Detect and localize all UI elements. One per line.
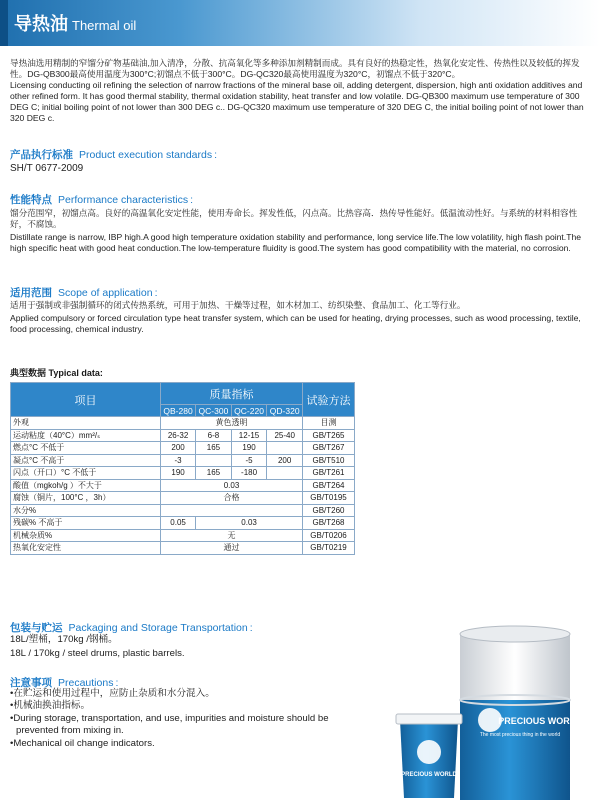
standards-value: SH/T 0677-2009	[10, 163, 84, 174]
packaging-body	[10, 634, 185, 660]
table-cell-item: 运动粘度（40°C）mm²/ₛ	[11, 429, 161, 442]
table-row	[11, 504, 355, 517]
intro-section	[10, 58, 590, 124]
table-cell-method: GB/T510	[303, 454, 355, 467]
table-cell-value: 12-15	[231, 429, 267, 442]
table-cell-item: 水分%	[11, 504, 161, 517]
packaging-heading-cn: 包装与贮运	[10, 622, 63, 634]
table-head-quality: 质量指标	[161, 383, 303, 405]
table-cell-value	[267, 442, 303, 455]
standards-heading-en: Product execution standards	[79, 149, 213, 161]
table-cell-method: GB/T265	[303, 429, 355, 442]
table-cell-value: 200	[267, 454, 303, 467]
performance-en: Distillate range is narrow, IBP high.A good high temperature oxidation stability and performance, long service life.The low volatility, high flash point.The high specific heat with good heat conduction.The low-temperature fluidity is good.The system has good compatibility with the material, no corrosion.	[10, 232, 581, 253]
scope-cn: 适用于强制或非强制循环的闭式传热系统，可用于加热、干燥等过程，如木材加工、纺织染整、食品加工、化工等行业。	[10, 300, 466, 310]
table-head-item: 项目	[11, 383, 161, 417]
precautions-body	[10, 688, 329, 750]
standards-heading	[10, 147, 217, 162]
header-accent-bar	[0, 0, 8, 46]
table-cell-value: 190	[231, 442, 267, 455]
plastic-pail	[396, 714, 462, 798]
table-cell-method: GB/T264	[303, 479, 355, 492]
pail-brand-text: PRECIOUS WORLD	[401, 772, 457, 778]
table-cell-item: 凝点°C 不高于	[11, 454, 161, 467]
drum-brand-text: PRECIOUS WORLD	[498, 716, 582, 726]
table-cell-item: 残碳% 不高于	[11, 517, 161, 530]
precaution-line: •During storage, transportation, and use, impurities and moisture should be	[10, 712, 329, 724]
table-row	[11, 492, 355, 505]
table-head-method: 试验方法	[303, 383, 355, 417]
table-head-grade: QD-320	[267, 405, 303, 417]
table-cell-value: 0.03	[161, 479, 303, 492]
table-cell-value	[267, 467, 303, 480]
table-cell-value: 0.03	[196, 517, 303, 530]
table-cell-value: 6-8	[196, 429, 232, 442]
table-cell-value	[196, 454, 232, 467]
performance-heading	[10, 192, 193, 207]
table-cell-value: 190	[161, 467, 196, 480]
page-title-en: Thermal oil	[72, 18, 137, 33]
table-cell-method: GB/T0206	[303, 529, 355, 542]
table-cell-item: 闪点（开口）°C 不低于	[11, 467, 161, 480]
table-row	[11, 417, 355, 430]
table-cell-method: GB/T268	[303, 517, 355, 530]
table-row	[11, 542, 355, 555]
table-row	[11, 429, 355, 442]
precautions-heading-colon: :	[115, 677, 119, 689]
table-cell-value: 25-40	[267, 429, 303, 442]
table-row	[11, 479, 355, 492]
performance-heading-colon: :	[190, 194, 194, 206]
standards-heading-colon: :	[214, 149, 218, 161]
scope-heading-cn: 适用范围	[10, 287, 52, 299]
drum-slogan-text: The most precious thing in the world	[479, 732, 561, 738]
scope-heading-en: Scope of application	[58, 287, 153, 299]
precaution-line: prevented from mixing in.	[16, 725, 124, 737]
precaution-line: •在贮运和使用过程中，应防止杂质和水分混入。	[10, 688, 215, 699]
table-cell-method: GB/T260	[303, 504, 355, 517]
packaging-en: 18L / 170kg / steel drums, plastic barrels.	[10, 648, 185, 659]
packaging-heading-colon: :	[249, 622, 253, 634]
page-title	[14, 10, 136, 36]
typical-data-body	[11, 417, 355, 555]
table-head-grade: QB-280	[161, 405, 196, 417]
table-head-grade: QC-300	[196, 405, 232, 417]
table-cell-method: GB/T0195	[303, 492, 355, 505]
table-row	[11, 454, 355, 467]
table-cell-value: -5	[231, 454, 267, 467]
precautions-heading-cn: 注意事项	[10, 677, 52, 689]
table-cell-item: 外观	[11, 417, 161, 430]
table-row	[11, 517, 355, 530]
table-cell-method: GB/T261	[303, 467, 355, 480]
table-cell-value: 黄色透明	[161, 417, 303, 430]
precaution-line: •Mechanical oil change indicators.	[10, 737, 155, 749]
table-cell-item: 机械杂质%	[11, 529, 161, 542]
table-cell-method: GB/T0219	[303, 542, 355, 555]
table-cell-value: 200	[161, 442, 196, 455]
scope-body	[10, 300, 590, 335]
page-title-cn: 导热油	[14, 14, 68, 34]
standards-heading-cn: 产品执行标准	[10, 149, 73, 161]
barrels-illustration	[390, 620, 600, 800]
scope-heading-colon: :	[154, 287, 158, 299]
packaging-heading	[10, 620, 253, 635]
packaging-heading-en: Packaging and Storage Transportation	[68, 622, 248, 634]
performance-heading-cn: 性能特点	[10, 194, 52, 206]
table-row	[11, 442, 355, 455]
table-row	[11, 529, 355, 542]
performance-body	[10, 208, 590, 254]
table-cell-value: 无	[161, 529, 303, 542]
table-cell-value: 0.05	[161, 517, 196, 530]
table-head-grade: QC-220	[231, 405, 267, 417]
table-cell-item: 腐蚀（铜片，100°C ，3h）	[11, 492, 161, 505]
table-cell-item: 热氧化安定性	[11, 542, 161, 555]
table-cell-value: 165	[196, 467, 232, 480]
table-cell-value: 通过	[161, 542, 303, 555]
scope-heading	[10, 285, 158, 300]
table-cell-value: -180	[231, 467, 267, 480]
steel-drum	[460, 626, 582, 800]
table-cell-method: GB/T267	[303, 442, 355, 455]
precaution-line: •机械油换油指标。	[10, 700, 91, 712]
table-cell-method: 目测	[303, 417, 355, 430]
table-cell-item: 燃点°C 不低于	[11, 442, 161, 455]
typical-data-title: 典型数据 Typical data:	[10, 368, 103, 378]
table-cell-item: 酸值（mgkoh/g ）不大于	[11, 479, 161, 492]
table-cell-value: 165	[196, 442, 232, 455]
precautions-heading-en: Precautions	[58, 677, 114, 689]
table-cell-value: 26-32	[161, 429, 196, 442]
performance-heading-en: Performance characteristics	[58, 194, 189, 206]
scope-en: Applied compulsory or forced circulation type heat transfer system, which can be used for heating, drying processes, such as wood processing, textile, food processing, chemical industry.	[10, 313, 581, 334]
table-row	[11, 467, 355, 480]
table-cell-value: 合格	[161, 492, 303, 505]
table-cell-value	[161, 504, 303, 517]
intro-en: Licensing conducting oil refining the selection of narrow fractions of the mineral base oil, adding detergent, dispersion, high anti oxidation additives and other refined form. It has good thermal stability, thermal oxidation stability, heat transfer and low volatile. DG-QB300 maximum use temperature of 300 DEG C; initial boiling point of not lower than 300 DEG c.. DG-QC320 maximum use temperature of 320 DEG C, the initial boiling point of not lower than 320 DEG c.	[10, 80, 584, 123]
typical-data-table	[10, 382, 355, 555]
performance-cn: 馏分范围窄，初馏点高。良好的高温氧化安定性能，使用寿命长。挥发性低，闪点高。比热容高．热传导性能好。低温流动性好。与系统的材料相容性好，不腐蚀。	[10, 208, 578, 229]
product-image	[390, 620, 600, 800]
table-cell-value: -3	[161, 454, 196, 467]
intro-cn: 导热油选用精制的窄馏分矿物基础油,加入清净，分散、抗高氧化等多种添加剂精制而成。具有良好的热稳定性，热氧化安定性、传热性以及较低的挥发性。DG-QB300最高使用温度为300°C;初馏点不低于300°C。DG-QC320最高使用温度为320°C，初馏点不低于320°C。	[10, 58, 580, 79]
packaging-cn: 18L/塑桶，170kg /钢桶。	[10, 634, 118, 645]
